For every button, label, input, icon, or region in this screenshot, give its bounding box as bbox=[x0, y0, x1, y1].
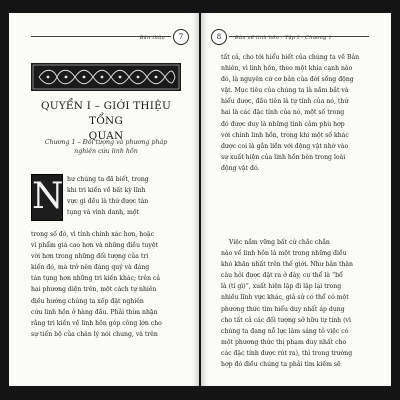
text-line: khi tri kiến về bất kỳ lĩnh bbox=[67, 187, 146, 195]
text-line: cho tất cả các đối tượng sở hữu tự tính (vì bbox=[221, 316, 351, 324]
text-line: một phương thức thị phạm duy nhất cho bbox=[221, 338, 347, 346]
running-head: Bản thân bbox=[139, 35, 165, 41]
text-line: hư chúng ta đã biết, trong bbox=[67, 176, 149, 183]
part-title-line: QUYỂN I – GIỚI THIỆU TỔNG bbox=[40, 100, 172, 127]
text-line: đó được duy là những tình cảm phù hợp bbox=[221, 120, 345, 128]
text-line: vật. Mục tiêu của chúng ta là nắm bắt và bbox=[221, 87, 349, 95]
chapter-title bbox=[33, 138, 179, 156]
text-line: là (tí gì)”, xuất hiện lặp đi lặp lại trong bbox=[221, 283, 342, 291]
running-head: Bàn về linh hồn · Tập I · Chương 1 bbox=[235, 35, 332, 41]
text-line: các đặc tính được rút ra), thì trong trường bbox=[221, 349, 353, 357]
drop-cap-letter: N bbox=[32, 176, 64, 217]
page-number: 8 bbox=[211, 29, 227, 45]
chapter-title-line: nghiên cứu linh hồn bbox=[74, 148, 138, 155]
text-line: nhiên, vì linh hồn, theo một khía cạnh nào bbox=[221, 65, 353, 73]
text-line: nhiều lĩnh vực khác, giả sử có thể có một bbox=[221, 294, 349, 302]
text-line: Việc nắm vững bất cứ chắc chắn bbox=[229, 239, 330, 246]
text-line: khó khăn nhất trên thế giới. Như bản thân bbox=[221, 261, 353, 269]
text-line: tất cả, cho tới hiểu biết của chúng ta về Bản bbox=[221, 54, 360, 61]
paragraph bbox=[221, 237, 375, 370]
text-line: phương thức tìm hiểu duy nhất áp dụng bbox=[221, 305, 345, 313]
text-line: câu hỏi được đặt ra ở đây, cụ thể là “bổ bbox=[221, 272, 343, 280]
page-number: 7 bbox=[173, 29, 189, 45]
text-line: chúng ta đang nỗ lực làm sáng tỏ việc có bbox=[221, 327, 349, 335]
paragraph-continuation bbox=[31, 229, 185, 340]
text-line: hai phương diện trên, một cách tự nhiên bbox=[31, 286, 157, 294]
text-line: tán tụng hơn những tri kiến khác; trên cả bbox=[31, 275, 161, 283]
part-title-line: QUAN bbox=[88, 130, 124, 142]
text-line: hiểu được, đầu tiên là tự tính của nó, thứ bbox=[221, 98, 349, 106]
text-line: với chính linh hồn, trong khi một số khác bbox=[221, 131, 349, 139]
left-page bbox=[9, 13, 199, 386]
text-line: sự xuất hiện của linh hồn bên trong loài bbox=[221, 153, 346, 161]
text-line: đó, là nguyên cứ cơ bản của đời sống động bbox=[221, 76, 354, 84]
chapter-title-line: Chương 1 – Đối tượng và phương pháp bbox=[44, 139, 168, 146]
right-page bbox=[201, 13, 391, 386]
text-line: hai là các đặc tính của nó, một số trong bbox=[221, 109, 345, 117]
text-line: kiến đó, mà trở nên đáng quý và đáng bbox=[31, 264, 150, 272]
text-line: vời hơn trong những đối tượng của tri bbox=[31, 253, 149, 261]
text-line: sự tiến bộ của chân lý nói chung, và trên bbox=[31, 330, 158, 338]
text-line: trong số đó, vì tính chính xác hơn, hoặc bbox=[31, 231, 155, 238]
text-line: cứu linh hồn ở hàng đầu. Phải thừa nhận bbox=[31, 308, 158, 316]
text-line: hợp đó điều chúng ta phải tìm kiếm sẽ bbox=[221, 361, 341, 369]
text-line: vì phẩm giá cao hơn và những điều tuyệt bbox=[31, 242, 158, 250]
drop-cap bbox=[31, 174, 63, 221]
text-line: tụng và vinh danh, một bbox=[67, 209, 140, 217]
text-line: điều hướng chúng ta xếp đặt nghiên bbox=[31, 297, 144, 305]
ornamental-header-band bbox=[31, 63, 181, 91]
text-line: nào về linh hồn là một trong những điều bbox=[221, 250, 347, 258]
paragraph bbox=[221, 52, 375, 174]
text-line: vực gì đều là thứ được tán bbox=[67, 198, 149, 206]
paragraph-opening bbox=[67, 174, 185, 218]
text-line: rằng tri kiến về linh hồn góp công lớn cho bbox=[31, 319, 162, 327]
text-line: được coi là gắn liền với động vật nhờ vào bbox=[221, 142, 349, 150]
text-line: động vật đó. bbox=[221, 164, 260, 172]
